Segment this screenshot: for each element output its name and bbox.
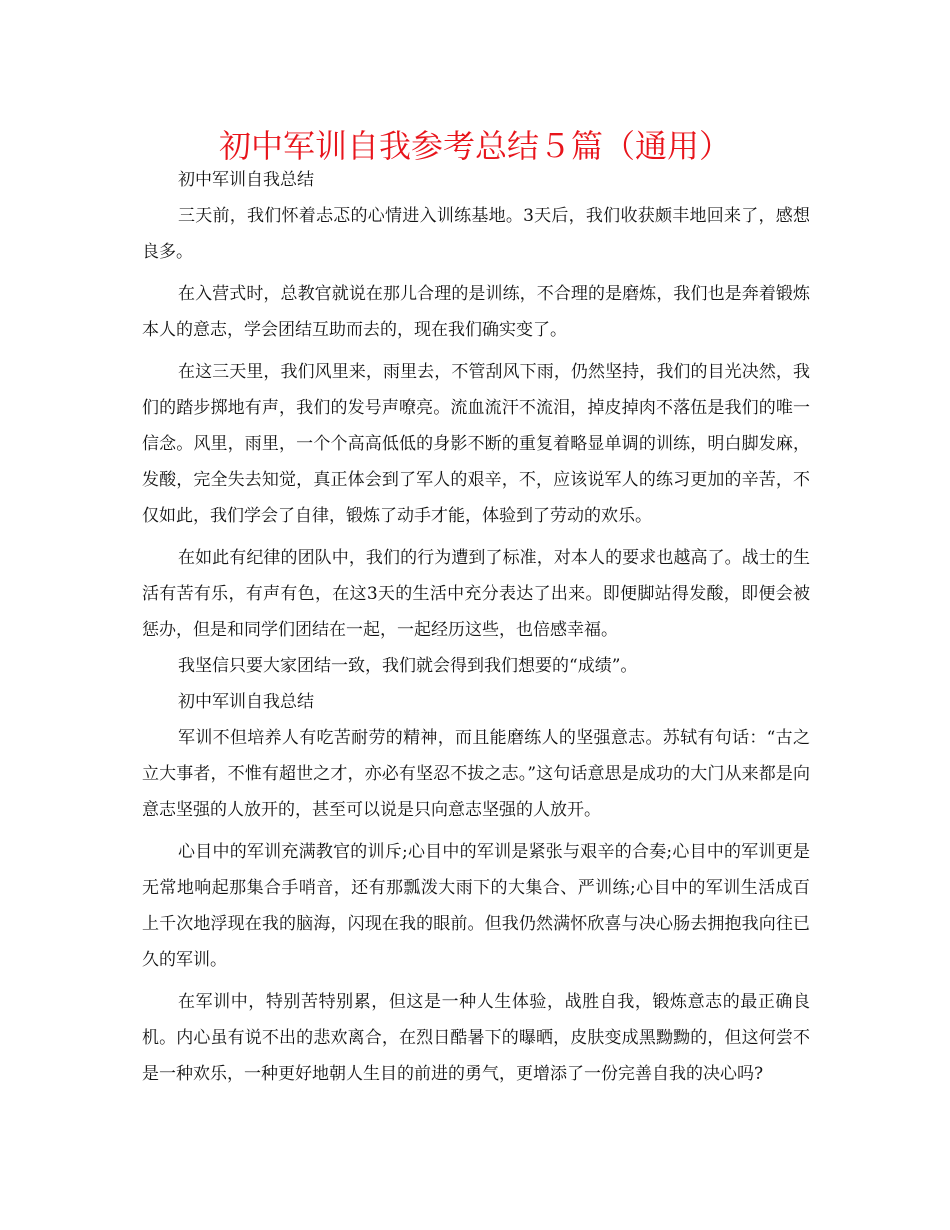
paragraph: 心目中的军训充满教官的训斥;心目中的军训是紧张与艰辛的合奏;心目中的军训更是无常地响起那集合手哨音，还有那瓢泼大雨下的大集合、严训练;心目中的军训生活成百上千次地浮现在我的脑海，闪现在我的眼前。但我仍然满怀欣喜与决心肠去拥抱我向往已久的军训。	[142, 842, 810, 970]
section-heading: 初中军训自我总结	[178, 692, 314, 712]
paragraph: 在军训中，特别苦特别累，但这是一种人生体验，战胜自我，锻炼意志的最正确良机。内心虽有说不出的悲欢离合，在烈日酷暑下的曝晒，皮肤变成黑黝黝的，但这何尝不是一种欢乐，一种更好地朝人生目的前进的勇气，更增添了一份完善自我的决心吗?	[142, 992, 810, 1084]
document-body	[142, 162, 810, 1092]
paragraph: 在入营式时，总教官就说在那儿合理的是训练，不合理的是磨炼，我们也是奔着锻炼本人的意志，学会团结互助而去的，现在我们确实变了。	[142, 284, 810, 340]
paragraph: 三天前，我们怀着忐忑的心情进入训练基地。3天后，我们收获颇丰地回来了，感想良多。	[142, 206, 810, 262]
section-heading: 初中军训自我总结	[178, 170, 314, 190]
document-title: 初中军训自我参考总结５篇（通用）	[218, 127, 731, 165]
paragraph: 在这三天里，我们风里来，雨里去，不管刮风下雨，仍然坚持，我们的目光决然，我们的踏步掷地有声，我们的发号声嘹亮。流血流汗不流泪，掉皮掉肉不落伍是我们的唯一信念。风里，雨里，一个个高高低低的身影不断的重复着略显单调的训练，明白脚发麻，发酸，完全失去知觉，真正体会到了军人的艰辛，不，应该说军人的练习更加的辛苦，不仅如此，我们学会了自律，锻炼了动手才能，体验到了劳动的欢乐。	[142, 362, 810, 526]
paragraph: 在如此有纪律的团队中，我们的行为遭到了标准，对本人的要求也越高了。战士的生活有苦有乐，有声有色，在这3天的生活中充分表达了出来。即便脚站得发酸，即便会被惩办，但是和同学们团结在一起，一起经历这些，也倍感幸福。	[142, 548, 810, 640]
paragraph: 军训不但培养人有吃苦耐劳的精神，而且能磨练人的坚强意志。苏轼有句话：“古之立大事者，不惟有超世之才，亦必有坚忍不拔之志。”这句话意思是成功的大门从来都是向意志坚强的人放开的，甚至可以说是只向意志坚强的人放开。	[142, 728, 810, 820]
paragraph: 我坚信只要大家团结一致，我们就会得到我们想要的“成绩”。	[178, 656, 638, 676]
